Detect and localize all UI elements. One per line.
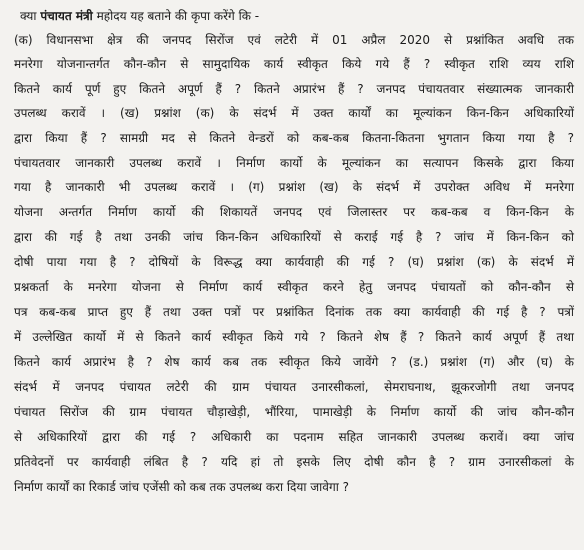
body-line-2: मनरेगा योजनान्तर्गत कौन-कौन से सामुदायिक कार्य स्वीकृत किये गये हैं ? स्वीकृत राशि व्यय राशि (14, 57, 574, 71)
body-line-18: प्रतिवेदनों पर कार्यवाही लंबित है ? यदि हां तो इसके लिए दोषी कौन है ? ग्राम उनारसीकलां के (14, 455, 574, 469)
minister-title: पंचायत मंत्री (40, 9, 93, 23)
body-line-16: पंचायत सिरोंज की ग्राम पंचायत चौड़ाखेड़ी, भौंरिया, पामाखेड़ी के निर्माण कार्यो की जांच कौन-कौन (14, 405, 574, 419)
body-line-6: पंचायतवार जानकारी उपलब्ध करावें । निर्माण कार्यो के मूल्यांकन का सत्यापन किसके द्वारा किया (14, 156, 574, 170)
body-line-4: उपलब्ध करावें । (ख) प्रश्नांश (क) के संदर्भ में उक्त कार्यों का मूल्यांकन किन-किन अधिकारियों (14, 106, 574, 120)
body-line-15: संदर्भ में जनपद पंचायत लटेरी की ग्राम पंचायत उनारसीकलां, सेमराघनाथ, झूकरजोगी तथा जनपद (14, 380, 574, 394)
body-line-12: पत्र कब-कब प्राप्त हुए हैं तथा उक्त पत्रों पर प्रश्नांकित दिनांक तक क्या कार्यवाही की गई है ? पत्रों (14, 305, 574, 319)
body-line-5: द्वारा किया हैं ? सामग्री मद से कितने वेन्डरों को कब-कब कितना-कितना भुगतान किया गया है ? (14, 131, 574, 145)
body-line-1: (क) विधानसभा क्षेत्र की जनपद सिरोंज एवं लटेरी में 01 अप्रैल 2020 से प्रश्नांकित अवधि तक (14, 33, 574, 47)
body-line-10: दोषी पाया गया है ? दोषियों के विरूद्ध क्या कार्यवाही की गई ? (घ) प्रश्नांश (क) के संदर्भ में (14, 255, 574, 269)
body-line-19: निर्माण कार्यों का रिकार्ड जांच एजेंसी को कब तक उपलब्ध करा दिया जावेगा ? (14, 480, 350, 494)
body-line-8: योजना अन्तर्गत निर्माण कार्यो की शिकायतें जनपद एवं जिलास्तर पर कब-कब व किन-किन के (14, 205, 574, 219)
heading-rest: महोदय यह बताने की कृपा करेंगे कि - (96, 9, 260, 23)
heading-prefix: क्या (20, 9, 37, 23)
body-line-9: द्वारा की गई है तथा उनकी जांच किन-किन अधिकारियों से कराई गई है ? जांच में किन-किन को (14, 230, 574, 244)
body-line-17: से अधिकारियों द्वारा की गई ? अधिकारी का पदनाम सहित जानकारी उपलब्ध करावें। क्या जांच (14, 430, 574, 444)
body-line-11: प्रश्नकर्ता के मनरेगा योजना से निर्माण कार्य स्वीकृत करने हेतु जनपद पंचायतों को कौन-कौन से (14, 280, 574, 294)
body-line-3: कितने कार्य पूर्ण हुए कितने अपूर्ण हैं ? कितने अप्रारंभ हैं ? जनपद पंचायतवार संख्यात्मक जानकारी (14, 82, 574, 96)
body-line-14: कितने कार्य अप्रारंभ है ? शेष कार्य कब तक स्वीकृत किये जावेंगे ? (ड.) प्रश्नांश (ग) और (घ) के (14, 355, 574, 369)
body-line-7: गया है जानकारी भी उपलब्ध करावें । (ग) प्रश्नांश (ख) के संदर्भ में उपरोक्त अविध में मनरेगा (14, 180, 574, 194)
question-heading (20, 8, 580, 24)
body-line-13: में उल्लेखित कार्यो में से कितने कार्य स्वीकृत किये गये ? कितने शेष हैं ? कितने कार्य अपूर्ण हैं तथा (14, 330, 574, 344)
